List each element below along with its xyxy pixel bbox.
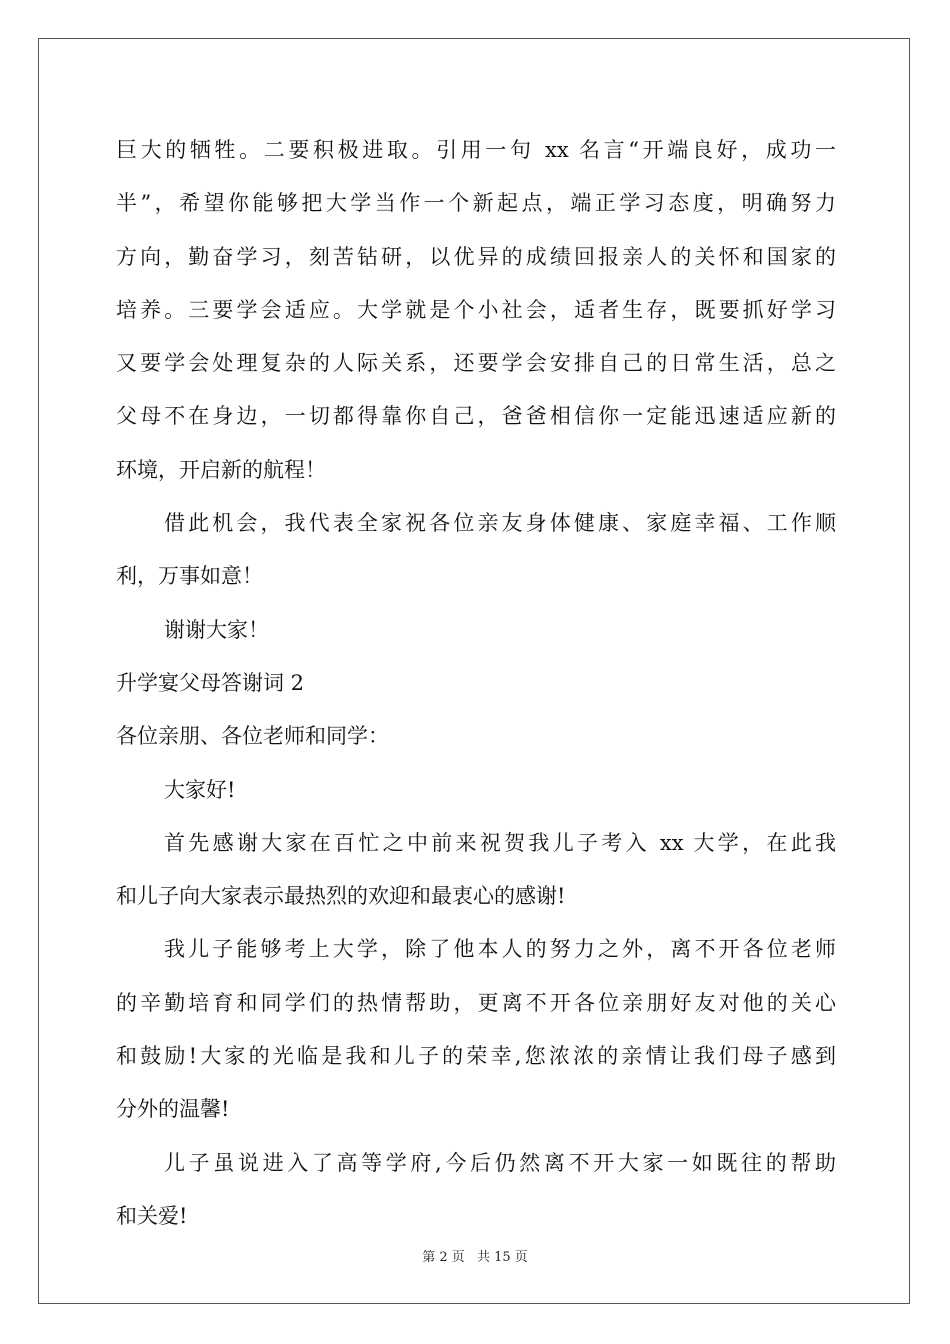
text-line: 的辛勤培育和同学们的热情帮助，更离不开各位亲朋好友对他的关心: [116, 990, 836, 1015]
text-line: 父母不在身边，一切都得靠你自己，爸爸相信你一定能迅速适应新的: [116, 404, 836, 429]
text-line: 分外的温馨!: [116, 1097, 230, 1122]
text-line: 和关爱!: [116, 1203, 188, 1228]
text-line: 我儿子能够考上大学，除了他本人的努力之外，离不开各位老师: [164, 937, 836, 962]
document-body: [116, 124, 836, 1243]
text-line: 和儿子向大家表示最热烈的欢迎和最衷心的感谢!: [116, 884, 566, 909]
text-line: 利，万事如意！: [116, 564, 263, 589]
page-footer: [0, 1246, 950, 1265]
text-line: 方向，勤奋学习，刻苦钻研，以优异的成绩回报亲人的关怀和国家的: [116, 244, 836, 269]
text-line: 大家好!: [164, 777, 236, 802]
text-line: 和鼓励!大家的光临是我和儿子的荣幸,您浓浓的亲情让我们母子感到: [116, 1044, 836, 1069]
text-line: 谢谢大家！: [164, 617, 269, 642]
page-total: 共 15 页: [476, 1250, 528, 1265]
text-line: 培养。三要学会适应。大学就是个小社会，适者生存，既要抓好学习: [116, 297, 836, 322]
page-number: 第 2 页: [422, 1250, 465, 1265]
text-line: 首先感谢大家在百忙之中前来祝贺我儿子考入 xx 大学，在此我: [164, 830, 836, 855]
salutation: 各位亲朋、各位老师和同学：: [116, 724, 389, 749]
text-line: 又要学会处理复杂的人际关系，还要学会安排自己的日常生活，总之: [116, 351, 836, 376]
text-line: 环境，开启新的航程！: [116, 457, 326, 482]
text-line: 半”，希望你能够把大学当作一个新起点，端正学习态度，明确努力: [116, 191, 836, 216]
text-line: 巨大的牺牲。二要积极进取。引用一句 xx 名言“开端良好，成功一: [116, 138, 836, 162]
section-title: 升学宴父母答谢词 2: [116, 670, 305, 695]
text-line: 借此机会，我代表全家祝各位亲友身体健康、家庭幸福、工作顺: [164, 511, 836, 536]
text-line: 儿子虽说进入了高等学府,今后仍然离不开大家一如既往的帮助: [164, 1150, 836, 1175]
